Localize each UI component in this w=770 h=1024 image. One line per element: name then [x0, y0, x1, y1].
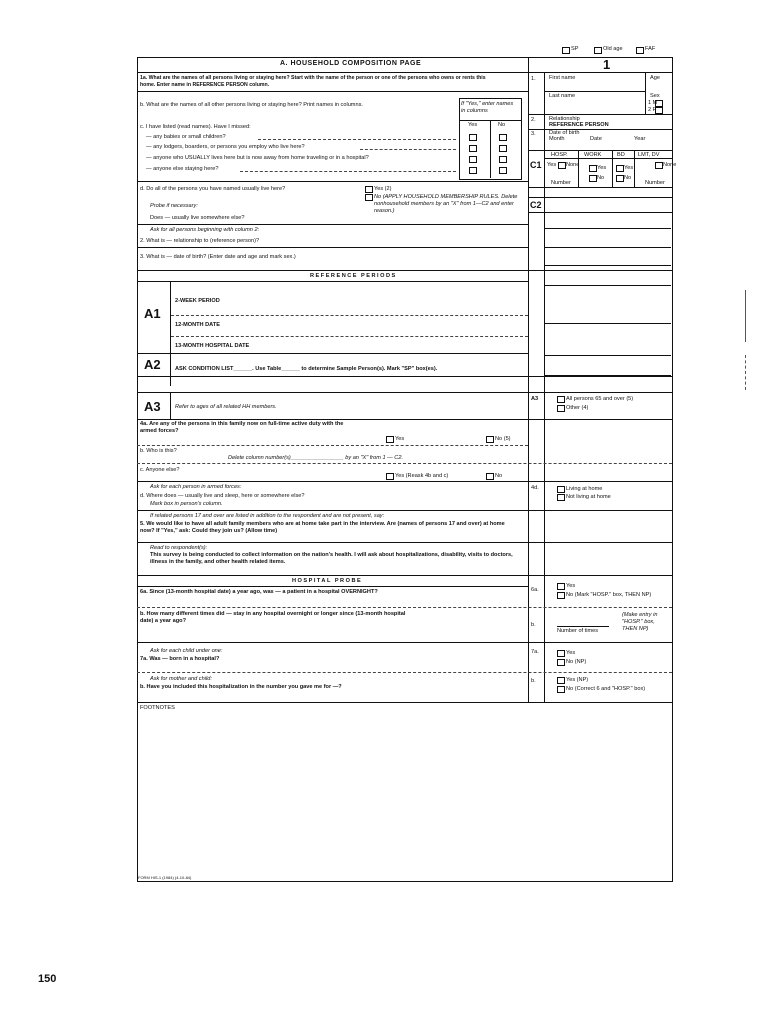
q2-num: 2. [531, 117, 536, 123]
form-number: FORM HIS-1 (1984) (4-10-84) [138, 875, 192, 880]
q7b-yes-label: Yes (NP) [566, 677, 589, 683]
question-7a: 7a. Was — born in a hospital? [140, 656, 220, 662]
work-yes-label: Yes [597, 165, 607, 171]
bd-yes-checkbox[interactable] [616, 165, 624, 172]
side-mark-1 [745, 290, 746, 342]
q6a-yes-checkbox[interactable] [557, 583, 565, 590]
read-respondent: Read to respondent(s): [150, 545, 208, 551]
q6a-dash [137, 607, 672, 608]
q7b-yes-checkbox[interactable] [557, 677, 565, 684]
q4a-dash [137, 445, 528, 446]
babies-no-checkbox[interactable] [499, 134, 507, 141]
probe-label: Probe if necessary: [150, 203, 198, 209]
a2-text: ASK CONDITION LIST______. Use Table______ to determine Sample Person(s). Mark "SP" box(es). [175, 366, 438, 372]
q4c-yes-checkbox[interactable] [386, 473, 394, 480]
q4c-yes-label: Yes (Reask 4b and c) [395, 473, 449, 479]
rp-rule-3 [529, 150, 672, 151]
q4b-dash [137, 463, 672, 464]
q7b-no-label: No (Correct 6 and "HOSP." box) [566, 686, 646, 692]
q1d-rule [137, 224, 528, 225]
ask-child: Ask for each child under one: [150, 648, 223, 654]
a2-label: A2 [144, 357, 161, 372]
year-label: Year [634, 136, 646, 142]
row-6b-label: b. [531, 622, 536, 628]
question-1b: b. What are the names of all other persons living or staying here? Print names in columns. [140, 102, 363, 108]
q4c-no-label: No [495, 473, 503, 479]
yesno-div [490, 120, 491, 178]
strip-5 [545, 323, 671, 324]
question-1c-babies: — any babies or small children? [146, 134, 226, 140]
living-home-label: Living at home [566, 486, 603, 492]
question-3: 3. What is — date of birth? (Enter date and age and mark sex.) [140, 254, 296, 260]
hosp-label: HOSP. [551, 152, 568, 158]
q1d-yes-label: Yes (2) [374, 186, 392, 192]
hp-rule [137, 586, 528, 587]
else-yes-checkbox[interactable] [469, 167, 477, 174]
bd-no-label: No [624, 175, 632, 181]
strip-1 [545, 228, 671, 229]
relationship-label: Relationship [549, 116, 580, 122]
q1-num: 1. [531, 76, 536, 82]
hospital-date: 13-MONTH HOSPITAL DATE [175, 343, 250, 349]
a3-label: A3 [144, 399, 161, 414]
name-rule [545, 91, 645, 92]
row-4d-label: 4d. [531, 485, 539, 491]
c1-yes-label: Yes [547, 162, 557, 168]
q7a-no-label: No (NP) [566, 659, 587, 665]
side-mark-2 [745, 355, 746, 390]
sex-m-label: 1 M [648, 100, 658, 106]
a1-rule [137, 353, 528, 354]
intro-rule [137, 575, 672, 576]
times-rule [557, 626, 609, 627]
q6a-no-label: No (Mark "HOSP." box, THEN NP) [566, 592, 652, 598]
age-divider [645, 72, 646, 114]
usual-yes-checkbox[interactable] [469, 156, 477, 163]
q7b-no-checkbox[interactable] [557, 686, 565, 693]
a1-dash-2 [171, 336, 528, 337]
living-home-checkbox[interactable] [557, 486, 565, 493]
q2-rule [137, 247, 528, 248]
ref-person-label: REFERENCE PERSON [549, 122, 609, 128]
rp-rule-1 [529, 114, 672, 115]
c1-div-2 [612, 150, 613, 187]
limit-number-label: Number [645, 180, 665, 186]
ask-armed: Ask for each person in armed forces: [150, 484, 242, 490]
yes-col-header: Yes [468, 122, 478, 128]
q1c-rule [137, 181, 528, 182]
work-label: WORK [584, 152, 602, 158]
question-1c-lodgers: — any lodgers, boarders, or persons you employ who live here? [146, 144, 305, 150]
ref-rule [137, 281, 528, 282]
q5-rule [137, 542, 672, 543]
work-yes-checkbox[interactable] [589, 165, 597, 172]
hosp-number-label: Number [551, 180, 571, 186]
question-4c: c. Anyone else? [140, 467, 180, 473]
a3-rule [137, 419, 672, 420]
lodgers-no-checkbox[interactable] [499, 145, 507, 152]
question-4d: d. Where does — usually live and sleep, here or somewhere else? [140, 493, 305, 499]
c1-div-3 [634, 150, 635, 187]
question-1c: c. I have listed (read names). Have I missed: [140, 124, 251, 130]
column-divider [528, 57, 529, 702]
all-65-checkbox[interactable] [557, 396, 565, 403]
c2-label: C2 [530, 200, 542, 210]
q1d-no-checkbox[interactable] [365, 194, 373, 201]
c2-bottom-rule [529, 212, 672, 213]
q4a-no-label: No (5) [495, 436, 511, 442]
q3-num: 3. [531, 131, 536, 137]
page-title: A. HOUSEHOLD COMPOSITION PAGE [280, 60, 422, 67]
two-week-period: 2-WEEK PERIOD [175, 298, 220, 304]
strip-2 [545, 247, 671, 248]
q1a-rule [137, 91, 528, 92]
q1b-box-note: If "Yes," enter names in columns [461, 101, 514, 114]
sex-female-checkbox[interactable] [655, 107, 663, 114]
first-name-label: First name [549, 75, 576, 81]
a3-other-checkbox[interactable] [557, 405, 565, 412]
mark-box: Mark box in person's column. [150, 501, 223, 507]
age-label: Age [650, 75, 660, 81]
q4d-rule [137, 510, 672, 511]
limit-label: LMT, DV [638, 152, 660, 158]
limit-none-label: None [663, 162, 677, 168]
person-number: 1 [603, 57, 611, 72]
q4c-rule [137, 481, 672, 482]
number-times-label: Number of times [557, 628, 599, 634]
no-col-header: No [498, 122, 506, 128]
q7a-yes-label: Yes [566, 650, 576, 656]
bd-yes-label: Yes [624, 165, 634, 171]
leader-2 [360, 149, 456, 150]
q7a-no-checkbox[interactable] [557, 659, 565, 666]
row-7a-label: 7a. [531, 649, 539, 655]
question-1a: 1a. What are the names of all persons living or staying here? Start with the name of the person or one of the persons who owns or rents this home. Enter name in REFERENCE PERSON column. [140, 75, 486, 88]
a3-right-label: A3 [531, 396, 539, 402]
q6a-yes-label: Yes [566, 583, 576, 589]
else-no-checkbox[interactable] [499, 167, 507, 174]
strip-3 [545, 265, 671, 266]
question-2: 2. What is — relationship to (reference person)? [140, 238, 260, 244]
q6a-no-checkbox[interactable] [557, 592, 565, 599]
sex-f-label: 2 F [648, 107, 657, 113]
sp-label: SP [571, 46, 579, 52]
a3-other-label: Other (4) [566, 405, 589, 411]
bd-label: BD [617, 152, 625, 158]
row-6a-label: 6a. [531, 587, 539, 593]
question-1d-probe: Does — usually live somewhere else? [150, 215, 245, 221]
all-65-label: All persons 65 and over (5) [566, 396, 634, 402]
footnotes-label: FOOTNOTES [140, 705, 175, 711]
q4b-delete: Delete column number(s)_________________ by an "X" from 1 — C2. [228, 455, 403, 461]
question-1c-else: — anyone else staying here? [146, 166, 219, 172]
last-name-label: Last name [549, 93, 576, 99]
q7a-yes-checkbox[interactable] [557, 650, 565, 657]
question-7b: b. Have you included this hospitalization in the number you gave me for —? [140, 684, 342, 690]
sp-checkbox[interactable] [562, 47, 570, 54]
usual-no-checkbox[interactable] [499, 156, 507, 163]
q3-rule [137, 270, 672, 271]
not-living-checkbox[interactable] [557, 494, 565, 501]
question-5: 5. We would like to have all adult family members who are at home take part in the interview. Are (names of persons 17 and over) at home now? If "Yes," ask: Could they join us? (Allow time) [140, 521, 505, 534]
c1-bottom-rule [529, 187, 672, 188]
c1-label: C1 [530, 160, 542, 170]
ref-periods-title: REFERENCE PERIODS [310, 273, 397, 279]
twelve-month-date: 12-MONTH DATE [175, 322, 220, 328]
a2-rule [137, 376, 672, 377]
strip-6 [545, 355, 671, 356]
hospital-probe-title: HOSPITAL PROBE [292, 578, 363, 584]
q4a-yes-label: Yes [395, 436, 405, 442]
q1d-no-label: No (APPLY HOUSEHOLD MEMBERSHIP RULES. Delete nonhousehold members by an "X" from 1—C2 and enter reason.) [374, 194, 518, 214]
a3-top-rule [137, 392, 672, 393]
old-age-checkbox[interactable] [594, 47, 602, 54]
strip-4 [545, 285, 671, 286]
q1d-yes-checkbox[interactable] [365, 186, 373, 193]
limit-none-checkbox[interactable] [655, 162, 663, 169]
q4a-no-checkbox[interactable] [486, 436, 494, 443]
babies-yes-checkbox[interactable] [469, 134, 477, 141]
a1-label: A1 [144, 306, 161, 321]
a1-dash-1 [171, 315, 528, 316]
q6b-rule [137, 642, 672, 643]
question-4b: b. Who is this? [140, 448, 177, 454]
leader-1 [258, 139, 456, 140]
question-6b: b. How many different times did — stay in any hospital overnight or longer since (13-month hospital date) a year ago? [140, 611, 406, 624]
a-col-divider [170, 281, 171, 386]
a3-text: Refer to ages of all related HH members. [175, 404, 277, 410]
q5-note: If related persons 17 and over are listed in addition to the respondent and are not present, say: [150, 513, 385, 519]
date-label: Date [590, 136, 602, 142]
faf-label: FAF [645, 46, 656, 52]
work-no-label: No [597, 175, 605, 181]
c1-rule-1 [545, 158, 672, 159]
bd-no-checkbox[interactable] [616, 175, 624, 182]
sex-label: Sex [650, 93, 660, 99]
work-no-checkbox[interactable] [589, 175, 597, 182]
title-rule [137, 72, 672, 73]
q4a-yes-checkbox[interactable] [386, 436, 394, 443]
question-6a: 6a. Since (13-month hospital date) a year ago, was — a patient in a hospital OVERNIGHT? [140, 589, 378, 595]
question-4a: 4a. Are any of the persons in this family now on full-time active duty with the armed forces? [140, 421, 344, 434]
month-label: Month [549, 136, 565, 142]
q7b-rule [137, 702, 672, 703]
make-entry-label: (Make entry in "HOSP." box, THEN NP) [622, 612, 658, 632]
dob-label: Date of birth [549, 130, 580, 136]
leader-4 [240, 171, 456, 172]
hosp-none-checkbox[interactable] [558, 162, 566, 169]
row-7b-label: b. [531, 678, 536, 684]
survey-intro: This survey is being conducted to collect information on the nation's health. I will ask about hospitalizations, disability, visits to doctors, illness in the family, and other health related items. [150, 552, 513, 565]
ask-col2: Ask for all persons beginning with column 2: [150, 227, 260, 233]
lodgers-yes-checkbox[interactable] [469, 145, 477, 152]
page-number: 150 [38, 973, 57, 985]
faf-checkbox[interactable] [636, 47, 644, 54]
question-1d: d. Do all of the persons you have named usually live here? [140, 186, 286, 192]
q7a-dash [137, 672, 672, 673]
old-age-label: Old age [603, 46, 623, 52]
not-living-label: Not living at home [566, 494, 611, 500]
ask-mother: Ask for mother and child: [150, 676, 212, 682]
q4c-no-checkbox[interactable] [486, 473, 494, 480]
c2-top-rule [529, 197, 672, 198]
c1-none-label: None [566, 162, 580, 168]
question-1c-usual: — anyone who USUALLY lives here but is now away from home traveling or in a hospital? [146, 155, 369, 161]
a3-divider [170, 392, 171, 419]
